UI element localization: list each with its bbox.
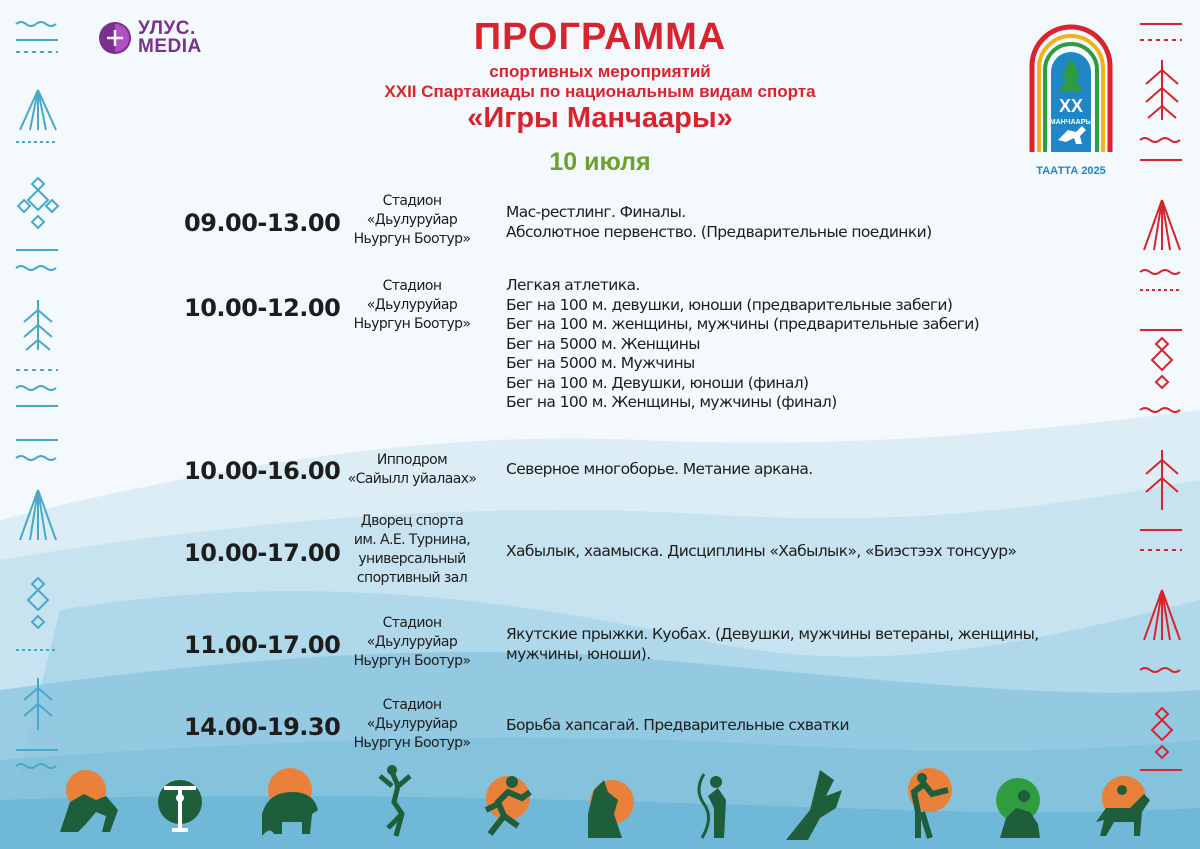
ulus-media-logo-text — [138, 20, 202, 56]
subtitle-spartakiad: XXII Спартакиады по национальным видам спорта — [384, 82, 816, 101]
ulus-media-logo[interactable] — [98, 20, 202, 56]
emblem-name: МАНЧААРЫ — [1049, 119, 1093, 126]
event-line: Легкая атлетика. — [506, 276, 640, 294]
schedule-venue — [340, 451, 484, 489]
event-line: Бег на 100 м. Женщины, мужчины (финал) — [506, 393, 837, 411]
venue-line: им. А.Е. Турнина, — [353, 532, 471, 548]
venue-line: спортивный зал — [356, 570, 468, 586]
schedule-time: 10.00-16.00 — [184, 457, 341, 485]
venue-line: Ньургун Боотур» — [353, 653, 471, 669]
eagle-icon — [786, 770, 842, 840]
subtitle-games-name: «Игры Манчаары» — [467, 102, 733, 134]
venue-line: Стадион — [382, 697, 442, 713]
ulus-media-logo-icon — [98, 21, 132, 55]
stone-lifting-icon — [996, 778, 1040, 838]
left-ornament-border — [10, 10, 66, 780]
archer-icon — [908, 768, 952, 838]
venue-line: «Дьулуруйар — [366, 212, 458, 228]
schedule-venue — [340, 512, 484, 588]
schedule-events — [506, 625, 1039, 664]
schedule-venue — [340, 614, 484, 671]
venue-line: Ипподром — [376, 452, 448, 468]
venue-line: Стадион — [382, 278, 442, 294]
schedule-time: 09.00-13.00 — [184, 209, 341, 237]
venue-line: Дворец спорта — [360, 513, 464, 529]
schedule-time: 10.00-12.00 — [184, 294, 341, 322]
venue-line: Стадион — [382, 615, 442, 631]
wrestling-icon — [60, 770, 118, 832]
event-line: мужчины, юноши). — [506, 644, 651, 663]
event-date: 10 июля — [549, 148, 651, 176]
right-ornament-border — [1134, 10, 1190, 780]
schedule-time: 10.00-17.00 — [184, 539, 341, 567]
schedule-venue — [340, 192, 484, 249]
venue-line: универсальный — [358, 551, 466, 567]
venue-line: «Дьулуруйар — [366, 716, 458, 732]
weightlifting-icon — [158, 780, 202, 830]
venue-line: «Дьулуруйар — [366, 297, 458, 313]
schedule-events — [506, 460, 813, 480]
schedule-venue — [340, 696, 484, 753]
venue-line: Ньургун Боотур» — [353, 231, 471, 247]
event-line: Бег на 5000 м. Мужчины — [506, 354, 695, 372]
schedule-events — [506, 203, 932, 242]
event-line: Бег на 100 м. девушки, юноши (предварительные забеги) — [506, 295, 953, 314]
dancer-icon — [380, 765, 410, 836]
emblem-numeral: XX — [1058, 96, 1084, 116]
event-line: Бег на 100 м. женщины, мужчины (предварительные забеги) — [506, 315, 980, 333]
venue-line: «Сайылл уйалаах» — [347, 471, 477, 487]
wolf-howl-icon — [588, 780, 634, 838]
schedule-venue — [340, 277, 484, 334]
venue-line: «Дьулуруйар — [366, 634, 458, 650]
reindeer-herder-icon — [699, 774, 726, 838]
schedule-events — [506, 542, 1016, 562]
venue-line: Стадион — [382, 193, 442, 209]
logo-line-2: MEDIA — [138, 36, 202, 57]
event-line: Борьба хапсагай. Предварительные схватки — [506, 716, 849, 734]
subtitle-events: спортивных мероприятий — [489, 62, 711, 81]
horse-rider-icon — [1096, 776, 1150, 836]
venue-line: Ньургун Боотур» — [353, 316, 471, 332]
event-line: Бег на 5000 м. Женщины — [506, 334, 700, 353]
event-line: Абсолютное первенство. (Предварительные поединки) — [506, 222, 932, 241]
event-line: Якутские прыжки. Куобах. (Девушки, мужчины ветераны, женщины, — [506, 625, 1039, 643]
runner-icon — [486, 776, 530, 834]
mammoth-icon — [262, 768, 318, 836]
event-line: Мас-рестлинг. Финалы. — [506, 203, 686, 221]
schedule-events — [506, 276, 979, 413]
event-line: Бег на 100 м. Девушки, юноши (финал) — [506, 373, 809, 392]
event-line: Хабылык, хаамыска. Дисциплины «Хабылык», «Биэстээх тонсуур» — [506, 542, 1017, 560]
event-line: Северное многоборье. Метание аркана. — [506, 460, 813, 478]
schedule-events — [506, 716, 849, 736]
emblem-place-year: ТААТТА 2025 — [1036, 165, 1106, 177]
logo-line-1: УЛУС. — [138, 18, 196, 39]
page-title: ПРОГРАММА — [473, 16, 727, 58]
venue-line: Ньургун Боотур» — [353, 735, 471, 751]
games-emblem — [1028, 22, 1114, 182]
sport-icons-strip — [0, 760, 1200, 849]
schedule-time: 14.00-19.30 — [184, 713, 341, 741]
schedule-time: 11.00-17.00 — [184, 631, 341, 659]
